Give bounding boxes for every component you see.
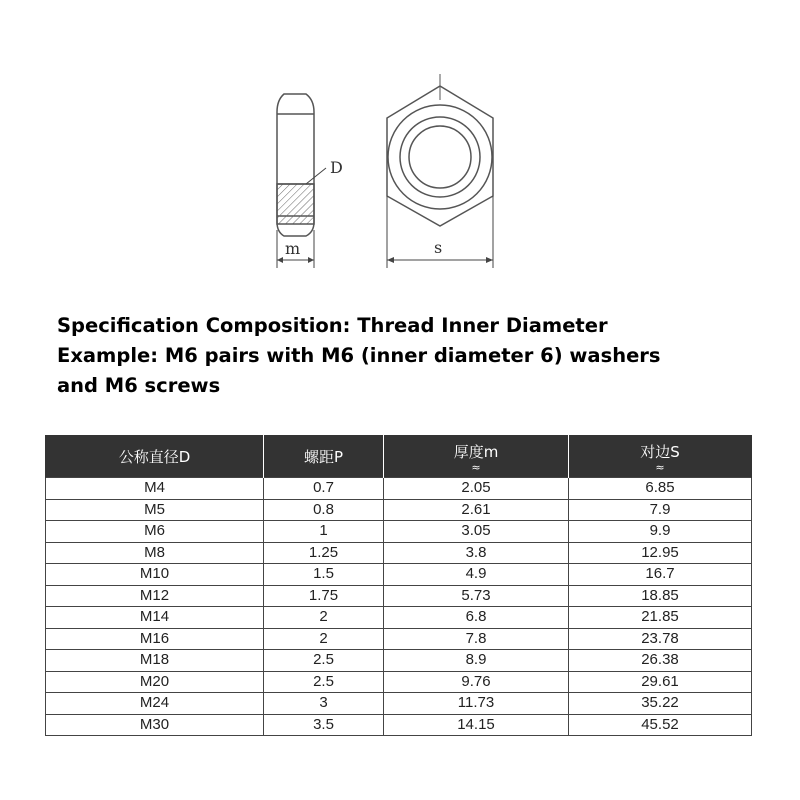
cell-width: 7.9 bbox=[569, 499, 752, 521]
cell-size: M16 bbox=[46, 628, 264, 650]
table-row bbox=[46, 714, 752, 736]
table-row bbox=[46, 671, 752, 693]
specification-description bbox=[57, 311, 757, 401]
table-row bbox=[46, 499, 752, 521]
cell-size: M8 bbox=[46, 542, 264, 564]
cell-size: M20 bbox=[46, 671, 264, 693]
cell-thickness: 14.15 bbox=[384, 714, 569, 736]
cell-size: M30 bbox=[46, 714, 264, 736]
cell-size: M18 bbox=[46, 650, 264, 672]
cell-thickness: 2.05 bbox=[384, 478, 569, 500]
label-s: s bbox=[434, 238, 443, 257]
cell-size: M10 bbox=[46, 564, 264, 586]
cell-width: 9.9 bbox=[569, 521, 752, 543]
cell-size: M24 bbox=[46, 693, 264, 715]
table-row bbox=[46, 650, 752, 672]
hex-nut-diagram bbox=[0, 0, 800, 290]
cell-pitch: 1.75 bbox=[264, 585, 384, 607]
cell-pitch: 2.5 bbox=[264, 671, 384, 693]
cell-width: 12.95 bbox=[569, 542, 752, 564]
nut-size-table bbox=[45, 435, 752, 736]
cell-size: M5 bbox=[46, 499, 264, 521]
cell-pitch: 2.5 bbox=[264, 650, 384, 672]
cell-pitch: 1.25 bbox=[264, 542, 384, 564]
cell-width: 21.85 bbox=[569, 607, 752, 629]
header-width-across-flats: 对边S ≈ bbox=[569, 435, 752, 478]
cell-width: 35.22 bbox=[569, 693, 752, 715]
cell-pitch: 3 bbox=[264, 693, 384, 715]
cell-thickness: 9.76 bbox=[384, 671, 569, 693]
cell-width: 29.61 bbox=[569, 671, 752, 693]
cell-thickness: 6.8 bbox=[384, 607, 569, 629]
cell-thickness: 4.9 bbox=[384, 564, 569, 586]
table-header-row bbox=[46, 435, 752, 478]
header-thickness: 厚度m ≈ bbox=[384, 435, 569, 478]
table-row bbox=[46, 521, 752, 543]
table-row bbox=[46, 628, 752, 650]
header-pitch: 螺距P bbox=[264, 435, 384, 478]
cell-width: 45.52 bbox=[569, 714, 752, 736]
table-row bbox=[46, 542, 752, 564]
label-m: m bbox=[285, 239, 301, 258]
cell-pitch: 2 bbox=[264, 628, 384, 650]
cell-width: 18.85 bbox=[569, 585, 752, 607]
header-nominal-diameter: 公称直径D bbox=[46, 435, 264, 478]
label-d: D bbox=[330, 158, 343, 177]
cell-size: M6 bbox=[46, 521, 264, 543]
spec-line-3: and M6 screws bbox=[57, 374, 221, 397]
cell-width: 26.38 bbox=[569, 650, 752, 672]
table-row bbox=[46, 693, 752, 715]
cell-size: M4 bbox=[46, 478, 264, 500]
cell-thickness: 11.73 bbox=[384, 693, 569, 715]
spec-line-2: Example: M6 pairs with M6 (inner diameter 6) washers bbox=[57, 344, 661, 367]
cell-thickness: 3.05 bbox=[384, 521, 569, 543]
cell-pitch: 0.8 bbox=[264, 499, 384, 521]
table-row bbox=[46, 607, 752, 629]
table-row bbox=[46, 585, 752, 607]
table-row bbox=[46, 478, 752, 500]
cell-pitch: 0.7 bbox=[264, 478, 384, 500]
cell-pitch: 1.5 bbox=[264, 564, 384, 586]
cell-pitch: 2 bbox=[264, 607, 384, 629]
cell-thickness: 2.61 bbox=[384, 499, 569, 521]
cell-thickness: 3.8 bbox=[384, 542, 569, 564]
spec-line-1: Specification Composition: Thread Inner Diameter bbox=[57, 314, 608, 337]
cell-pitch: 3.5 bbox=[264, 714, 384, 736]
cell-width: 16.7 bbox=[569, 564, 752, 586]
table-row bbox=[46, 564, 752, 586]
cell-thickness: 7.8 bbox=[384, 628, 569, 650]
cell-pitch: 1 bbox=[264, 521, 384, 543]
cell-thickness: 8.9 bbox=[384, 650, 569, 672]
cell-thickness: 5.73 bbox=[384, 585, 569, 607]
cell-width: 6.85 bbox=[569, 478, 752, 500]
cell-width: 23.78 bbox=[569, 628, 752, 650]
cell-size: M12 bbox=[46, 585, 264, 607]
cell-size: M14 bbox=[46, 607, 264, 629]
